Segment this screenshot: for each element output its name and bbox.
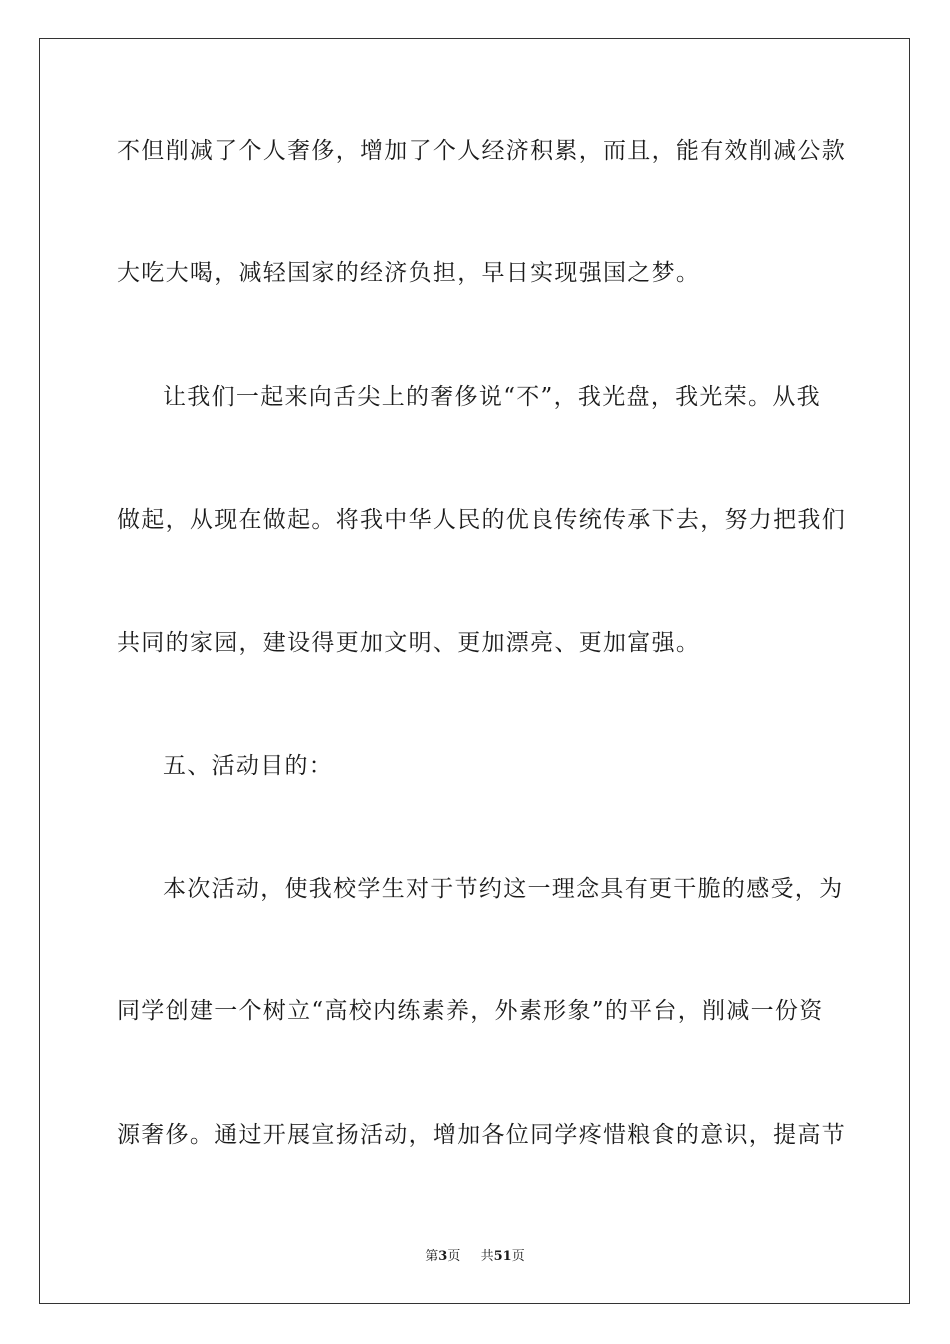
- body-line-1: 不但削减了个人奢侈，增加了个人经济积累，而且，能有效削减公款: [117, 138, 846, 164]
- section-heading: 五、活动目的：: [163, 753, 334, 779]
- body-line-9: 源奢侈。通过开展宣扬活动，增加各位同学疼惜粮食的意识，提高节: [117, 1122, 846, 1148]
- page-footer: [0, 1248, 950, 1266]
- body-line-5: 共同的家园，建设得更加文明、更加漂亮、更加富强。: [117, 630, 701, 656]
- page-border: [39, 38, 910, 1304]
- body-line-8: 同学创建一个树立“高校内练素养，外素形象”的平台，削减一份资: [117, 998, 824, 1024]
- body-line-3: 让我们一起来向舌尖上的奢侈说“不”，我光盘，我光荣。从我: [163, 384, 821, 410]
- body-line-7: 本次活动，使我校学生对于节约这一理念具有更干脆的感受，为: [163, 876, 844, 902]
- page-number: 第3页: [425, 1249, 461, 1264]
- body-line-4: 做起，从现在做起。将我中华人民的优良传统传承下去，努力把我们: [117, 507, 846, 533]
- body-line-2: 大吃大喝，减轻国家的经济负担，早日实现强国之梦。: [117, 260, 701, 286]
- page-total: 共51页: [480, 1249, 525, 1264]
